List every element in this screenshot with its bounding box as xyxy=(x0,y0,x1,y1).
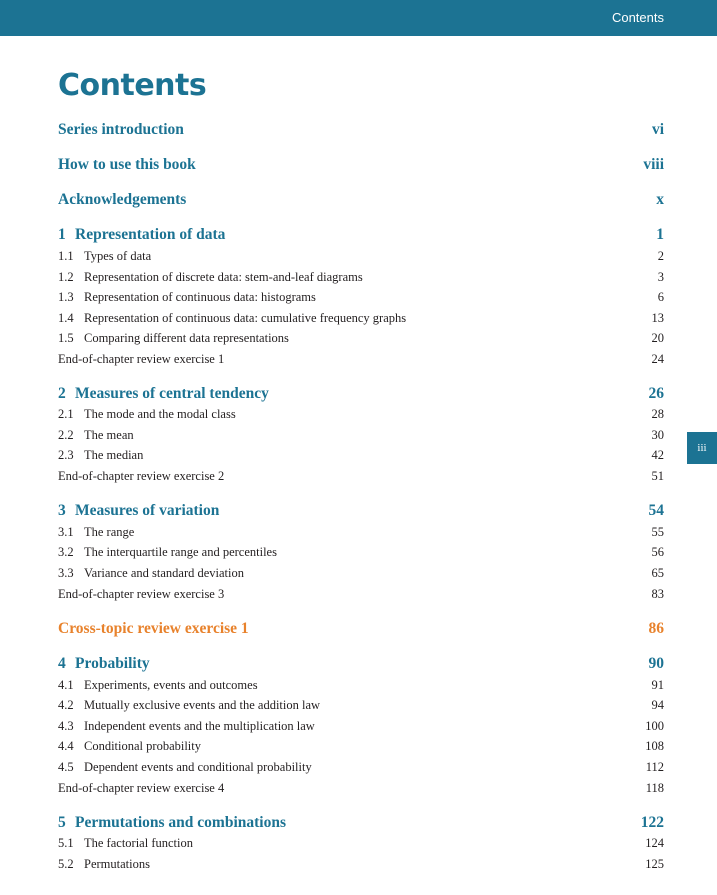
review-label: End-of-chapter review exercise 3 xyxy=(58,587,225,601)
section-page: 28 xyxy=(651,407,664,421)
section-number: 3.1 xyxy=(58,525,74,539)
section-page: 13 xyxy=(651,311,664,325)
section-title: Representation of continuous data: histograms xyxy=(84,290,316,304)
section-title: Independent events and the multiplication law xyxy=(84,719,315,733)
review-page: 118 xyxy=(645,781,664,795)
chapter-title: Measures of central tendency xyxy=(75,385,269,402)
section-number: 1.1 xyxy=(58,249,74,263)
section-page: 3 xyxy=(657,270,664,284)
section-page: 20 xyxy=(651,331,664,345)
chapter-page: 26 xyxy=(648,385,664,402)
chapter-page: 90 xyxy=(648,655,664,672)
section-page: 91 xyxy=(651,678,664,692)
toc-entry-page: vi xyxy=(651,121,664,138)
review-label: End-of-chapter review exercise 2 xyxy=(58,469,225,483)
section-page: 55 xyxy=(651,525,664,539)
chapter-page: 122 xyxy=(640,814,664,831)
section-page: 100 xyxy=(645,719,664,733)
review-label: End-of-chapter review exercise 4 xyxy=(58,781,225,795)
review-page: 51 xyxy=(651,469,664,483)
section-title: The mode and the modal class xyxy=(84,407,236,421)
section-number: 1.4 xyxy=(58,311,74,325)
section-number: 5.2 xyxy=(58,857,74,871)
review-page: 83 xyxy=(651,587,664,601)
section-title: Mutually exclusive events and the addition law xyxy=(84,698,321,712)
chapter-number: 3 xyxy=(58,502,66,519)
review-label: End-of-chapter review exercise 1 xyxy=(58,352,225,366)
cross-topic-page: 86 xyxy=(648,620,664,637)
section-title: The factorial function xyxy=(84,836,193,850)
section-page: 56 xyxy=(651,545,664,559)
section-page: 125 xyxy=(645,857,664,871)
section-title: The range xyxy=(84,525,135,539)
chapter-title: Representation of data xyxy=(75,226,226,243)
section-title: The mean xyxy=(84,428,134,442)
chapter-title: Permutations and combinations xyxy=(75,814,286,831)
chapter-title: Measures of variation xyxy=(75,502,220,519)
page-number-tab: iii xyxy=(687,432,717,464)
section-number: 2.1 xyxy=(58,407,74,421)
section-number: 3.2 xyxy=(58,545,74,559)
section-number: 4.2 xyxy=(58,698,74,712)
section-title: The median xyxy=(84,448,144,462)
chapter-number: 5 xyxy=(58,814,66,831)
section-number: 1.5 xyxy=(58,331,74,345)
section-number: 2.3 xyxy=(58,448,74,462)
section-page: 112 xyxy=(645,760,664,774)
section-title: Variance and standard deviation xyxy=(84,566,245,580)
section-page: 42 xyxy=(651,448,664,462)
section-title: Representation of discrete data: stem-and-leaf diagrams xyxy=(84,270,363,284)
section-number: 4.3 xyxy=(58,719,74,733)
section-title: Representation of continuous data: cumulative frequency graphs xyxy=(84,311,407,325)
section-title: Dependent events and conditional probability xyxy=(84,760,312,774)
chapter-page: 1 xyxy=(656,226,664,243)
section-page: 94 xyxy=(651,698,664,712)
toc-entry-page: viii xyxy=(643,156,664,173)
chapter-page: 54 xyxy=(648,502,664,519)
section-number: 1.2 xyxy=(58,270,74,284)
cross-topic-label: Cross-topic review exercise 1 xyxy=(58,620,249,637)
section-page: 65 xyxy=(651,566,664,580)
section-number: 4.1 xyxy=(58,678,74,692)
section-number: 4.4 xyxy=(58,739,74,753)
section-page: 108 xyxy=(645,739,664,753)
section-page: 2 xyxy=(657,249,664,263)
section-number: 4.5 xyxy=(58,760,74,774)
section-number: 3.3 xyxy=(58,566,74,580)
toc-entry-label: Series introduction xyxy=(58,121,184,138)
section-number: 5.1 xyxy=(58,836,74,850)
running-header: Contents xyxy=(611,10,664,25)
section-page: 6 xyxy=(657,290,664,304)
section-title: The interquartile range and percentiles xyxy=(84,545,277,559)
section-title: Permutations xyxy=(84,857,150,871)
section-number: 2.2 xyxy=(58,428,74,442)
chapter-number: 4 xyxy=(58,655,66,672)
chapter-title: Probability xyxy=(75,655,150,672)
toc-entry-label: Acknowledgements xyxy=(58,191,187,208)
section-number: 1.3 xyxy=(58,290,74,304)
section-title: Conditional probability xyxy=(84,739,202,753)
section-page: 30 xyxy=(651,428,664,442)
section-title: Types of data xyxy=(84,249,152,263)
header-bar xyxy=(0,0,717,36)
toc-entry-label: How to use this book xyxy=(58,156,196,173)
chapter-number: 2 xyxy=(58,385,66,402)
section-title: Experiments, events and outcomes xyxy=(84,678,258,692)
toc-entry-page: x xyxy=(656,191,664,208)
page-title: Contents xyxy=(58,68,207,103)
section-page: 124 xyxy=(645,836,664,850)
section-title: Comparing different data representations xyxy=(84,331,289,345)
chapter-number: 1 xyxy=(58,226,66,243)
review-page: 24 xyxy=(651,352,664,366)
